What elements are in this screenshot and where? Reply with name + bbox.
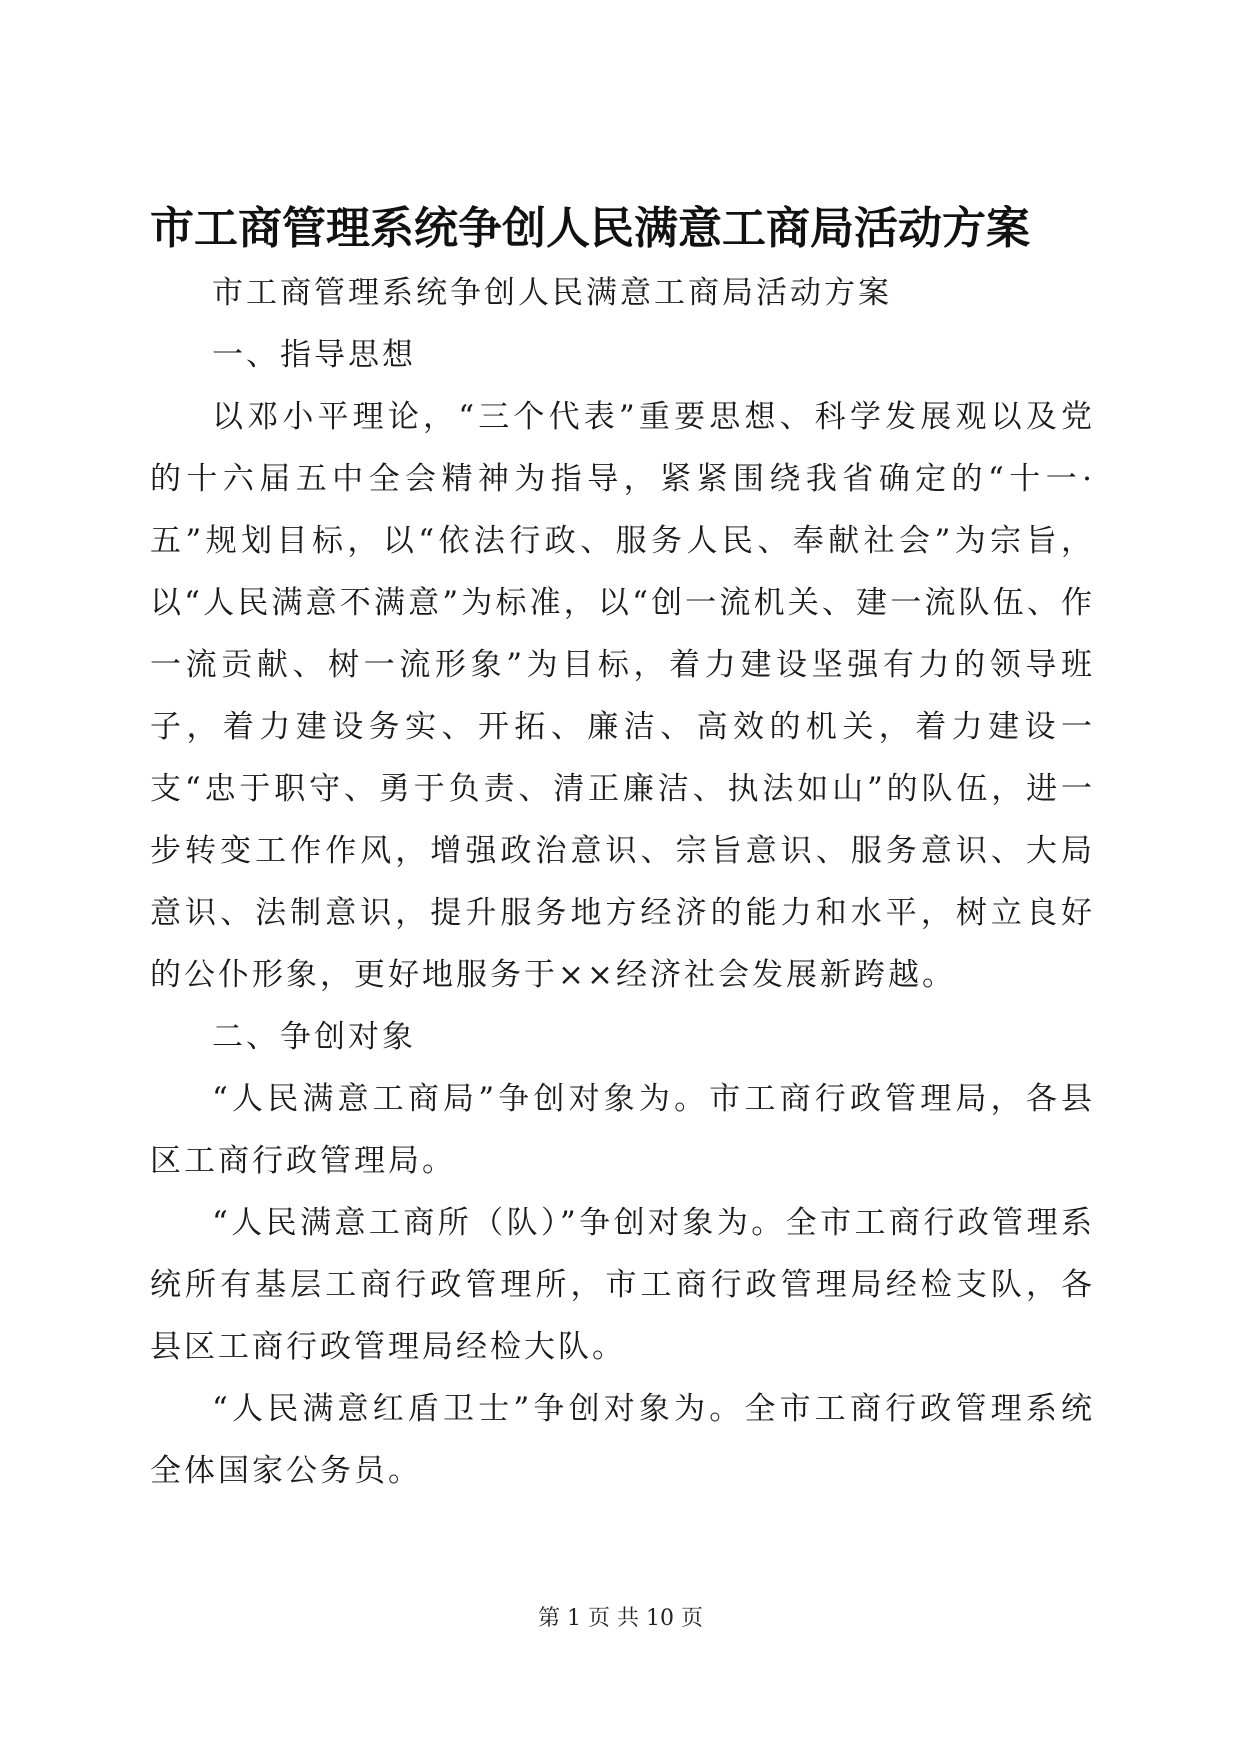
document-body xyxy=(150,262,1095,1502)
subtitle-paragraph: 市工商管理系统争创人民满意工商局活动方案 xyxy=(212,275,892,311)
document-title: 市工商管理系统争创人民满意工商局活动方案 xyxy=(150,203,1030,254)
targets-bureau-paragraph: “人民满意工商局”争创对象为。市工商行政管理局，各县区工商行政管理局。 xyxy=(150,1081,1095,1179)
targets-office-paragraph: “人民满意工商所（队）”争创对象为。全市工商行政管理系统所有基层工商行政管理所，市工商行政管理局经检支队，各县区工商行政管理局经检大队。 xyxy=(150,1205,1095,1365)
page-number-footer: 第 1 页 共 10 页 xyxy=(538,1606,703,1631)
targets-guard-paragraph: “人民满意红盾卫士”争创对象为。全市工商行政管理系统全体国家公务员。 xyxy=(150,1391,1095,1489)
guiding-ideology-paragraph: 以邓小平理论，“三个代表”重要思想、科学发展观以及党的十六届五中全会精神为指导，紧紧围绕我省确定的“十一·五”规划目标，以“依法行政、服务人民、奉献社会”为宗旨，以“人民满意不满意”为标准，以“创一流机关、建一流队伍、作一流贡献、树一流形象”为目标，着力建设坚强有力的领导班子，着力建设务实、开拓、廉洁、高效的机关，着力建设一支“忠于职守、勇于负责、清正廉洁、执法如山”的队伍，进一步转变工作作风，增强政治意识、宗旨意识、服务意识、大局意识、法制意识，提升服务地方经济的能力和水平，树立良好的公仆形象，更好地服务于××经济社会发展新跨越。 xyxy=(150,399,1095,993)
section-heading-targets: 二、争创对象 xyxy=(212,1019,416,1055)
section-heading-guiding-ideology: 一、指导思想 xyxy=(212,337,416,373)
